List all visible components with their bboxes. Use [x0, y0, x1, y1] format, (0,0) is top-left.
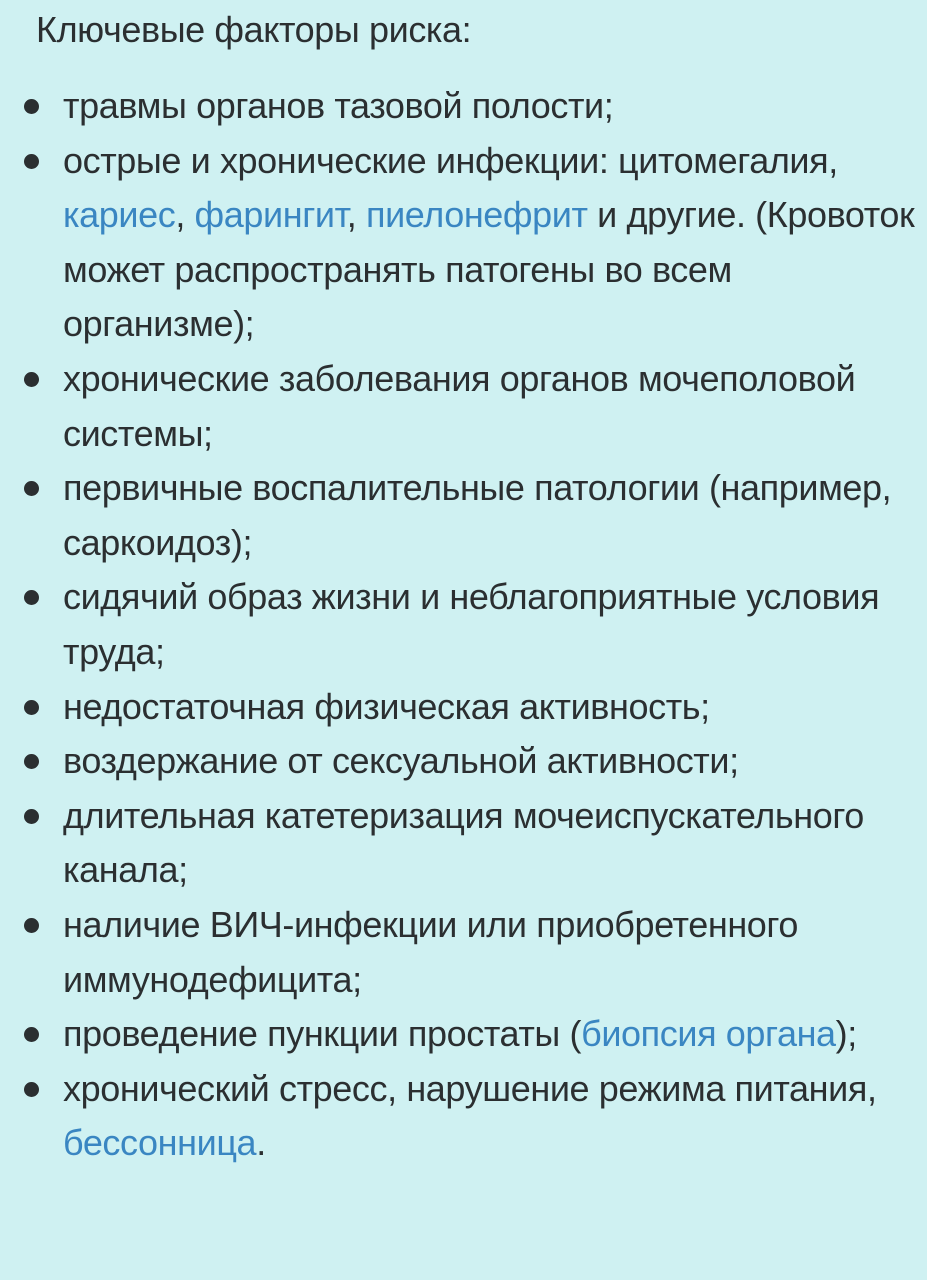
list-item-text: );	[835, 1013, 857, 1055]
list-item-text: сидячий образ жизни и неблагоприятные условия труда;	[63, 576, 880, 672]
section-heading: Ключевые факторы риска:	[36, 9, 472, 50]
list-item	[0, 734, 927, 789]
list-item	[0, 898, 927, 1007]
list-item-text: и другие. (Кровоток может распространять патогены во всем организме);	[63, 194, 915, 345]
list-item-text: недостаточная физическая активность;	[63, 685, 710, 727]
bullet-icon	[24, 809, 39, 824]
list-item-text: наличие ВИЧ-инфекции или приобретенного иммунодефицита;	[63, 903, 798, 1000]
bullet-icon	[24, 154, 39, 169]
list-item-separator: ,	[175, 194, 195, 236]
link-insomnia[interactable]: бессонница	[63, 1122, 257, 1164]
list-item-text: .	[256, 1122, 266, 1164]
bullet-icon	[24, 481, 39, 496]
list-item-text: хронические заболевания органов мочеполовой системы;	[63, 357, 856, 454]
list-item-separator: ,	[346, 194, 366, 236]
link-caries[interactable]: кариес	[63, 194, 176, 236]
list-item-text: травмы органов тазовой полости;	[63, 85, 614, 126]
bullet-icon	[24, 918, 39, 933]
list-item-text: воздержание от сексуальной активности;	[63, 740, 739, 782]
list-item	[0, 680, 927, 735]
risk-factors-list	[0, 79, 927, 1171]
bullet-icon	[24, 372, 39, 387]
list-item-text: проведение пункции простаты (	[63, 1013, 582, 1055]
bullet-icon	[24, 700, 39, 715]
list-item-text: хронический стресс, нарушение режима питания,	[63, 1067, 877, 1109]
bullet-icon	[24, 1027, 39, 1042]
list-item-text: острые и хронические инфекции: цитомегалия,	[63, 139, 838, 181]
bullet-icon	[24, 590, 39, 605]
list-item	[0, 1062, 927, 1171]
list-item	[0, 570, 927, 679]
list-item-text: длительная катетеризация мочеиспускательного канала;	[63, 794, 864, 891]
list-item	[0, 461, 927, 570]
list-item	[0, 1007, 927, 1062]
link-biopsy[interactable]: биопсия органа	[581, 1013, 836, 1055]
link-pyelonephritis[interactable]: пиелонефрит	[365, 194, 588, 236]
bullet-icon	[24, 754, 39, 769]
list-item	[0, 352, 927, 461]
list-item	[0, 134, 927, 352]
bullet-icon	[24, 99, 39, 114]
list-item	[0, 79, 927, 134]
list-item-text: первичные воспалительные патологии (например, саркоидоз);	[63, 467, 892, 563]
link-pharyngitis[interactable]: фарингит	[194, 194, 347, 236]
bullet-icon	[24, 1082, 39, 1097]
list-item	[0, 789, 927, 898]
